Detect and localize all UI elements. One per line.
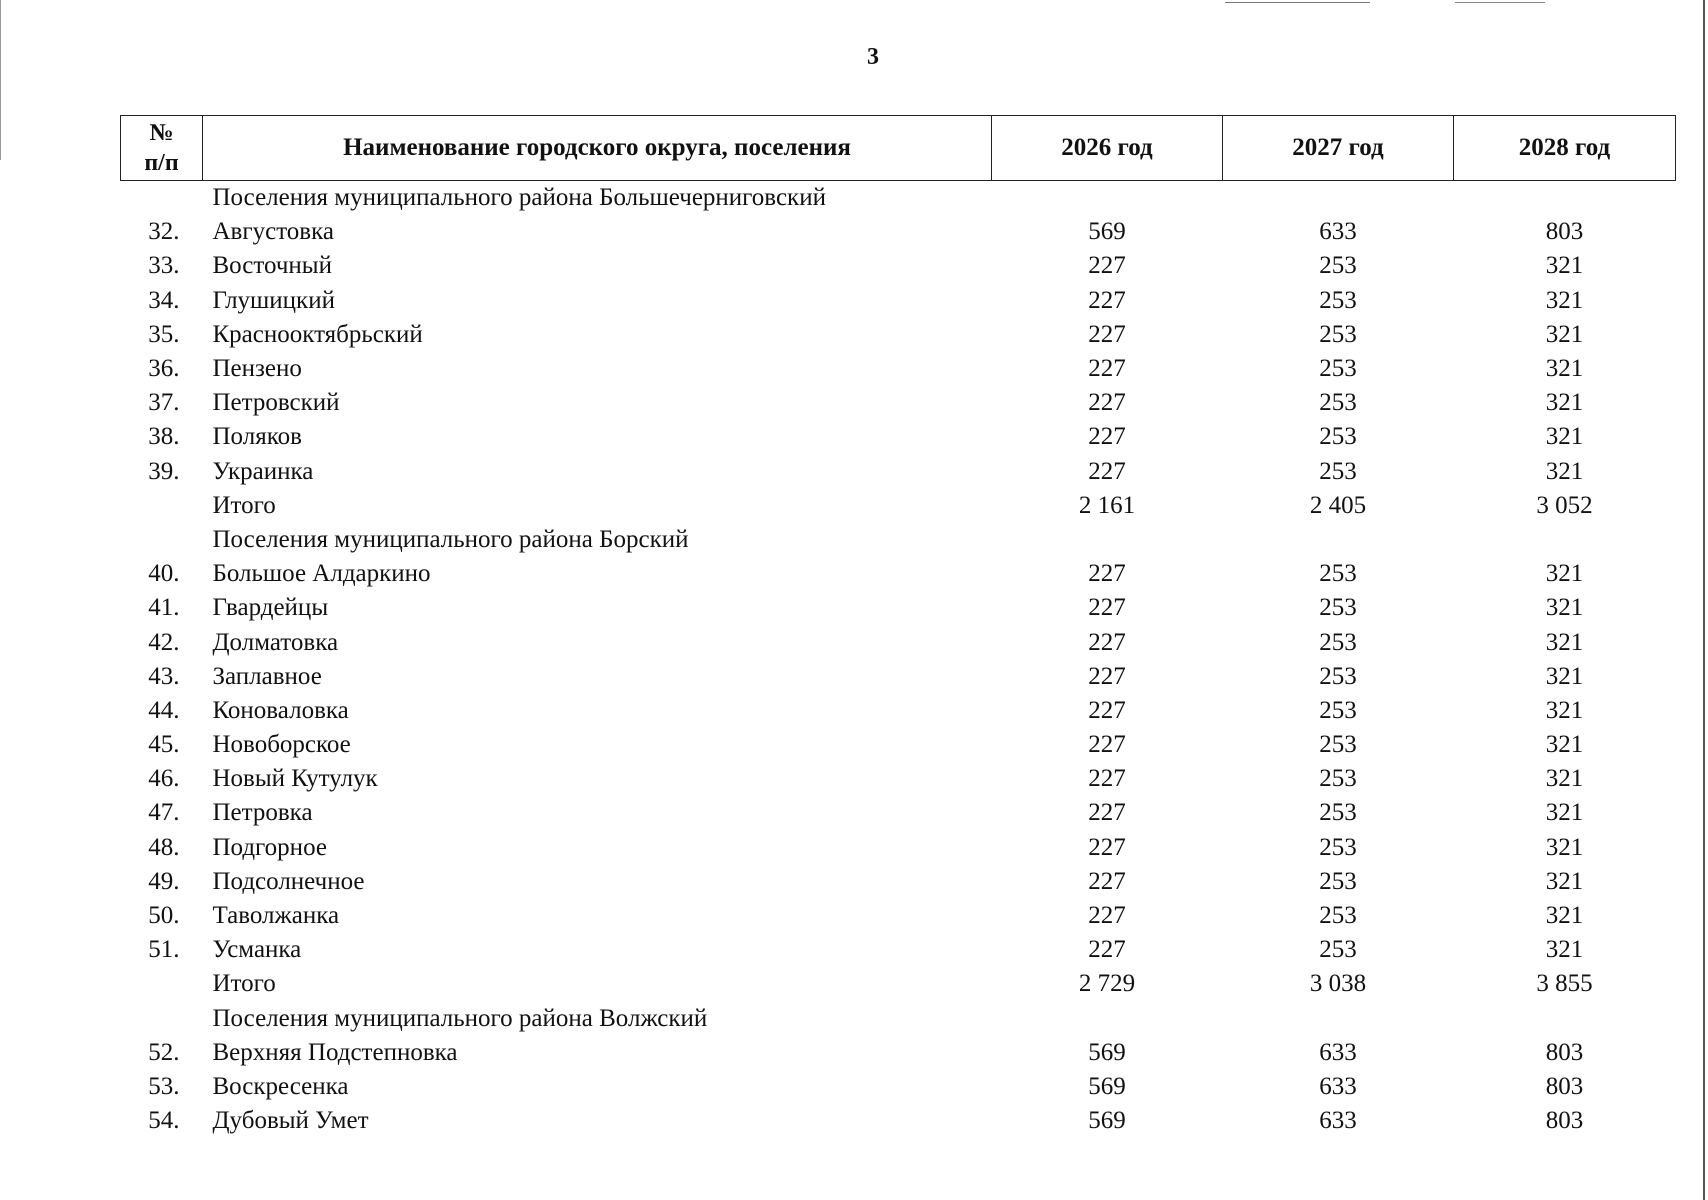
value-2026: 227 bbox=[1088, 628, 1126, 656]
table-row bbox=[121, 899, 1676, 933]
row-number: 47. bbox=[148, 799, 180, 827]
row-number: 36. bbox=[148, 355, 180, 383]
value-2028: 3 855 bbox=[1536, 970, 1593, 998]
group-heading-row bbox=[121, 181, 1676, 216]
value-2026: 227 bbox=[1088, 662, 1126, 690]
table-row bbox=[121, 591, 1676, 625]
settlement-name: Новый Кутулук bbox=[212, 765, 378, 793]
table-row bbox=[121, 796, 1676, 830]
group-heading-row bbox=[121, 1002, 1676, 1036]
total-label: Итого bbox=[212, 970, 276, 998]
table-row bbox=[121, 762, 1676, 796]
settlement-name: Верхняя Подстепновка bbox=[212, 1038, 458, 1066]
value-2026: 227 bbox=[1088, 560, 1126, 588]
row-number bbox=[121, 489, 203, 523]
row-number: 48. bbox=[148, 833, 180, 861]
value-2028: 321 bbox=[1545, 696, 1584, 724]
value-2027: 633 bbox=[1319, 218, 1357, 246]
table-row bbox=[121, 1070, 1676, 1104]
value-2027: 253 bbox=[1319, 594, 1357, 622]
value-2028: 321 bbox=[1545, 902, 1584, 930]
table-row bbox=[121, 420, 1676, 454]
value-2027: 253 bbox=[1319, 765, 1357, 793]
table-row bbox=[121, 1104, 1676, 1138]
table-row bbox=[121, 694, 1676, 728]
scan-edge-mark bbox=[0, 0, 1, 160]
page-number: 3 bbox=[867, 44, 879, 70]
value-2026: 227 bbox=[1088, 320, 1126, 348]
value-2027: 3 038 bbox=[1309, 970, 1367, 998]
scan-edge-mark bbox=[1225, 2, 1370, 3]
value-2028: 321 bbox=[1545, 628, 1584, 656]
table-row bbox=[121, 660, 1676, 694]
value-2027: 253 bbox=[1319, 833, 1357, 861]
value-2028: 321 bbox=[1545, 594, 1584, 622]
value-2028: 803 bbox=[1545, 1107, 1584, 1135]
row-number: 38. bbox=[148, 423, 180, 451]
settlement-name: Усманка bbox=[212, 936, 302, 964]
value-2028: 321 bbox=[1545, 560, 1584, 588]
table-row bbox=[121, 933, 1676, 967]
value-2027: 253 bbox=[1319, 560, 1357, 588]
value-2027: 633 bbox=[1319, 1072, 1357, 1100]
settlement-name: Подгорное bbox=[212, 833, 327, 861]
settlement-name: Пензено bbox=[212, 355, 302, 383]
scan-edge-mark bbox=[1455, 2, 1545, 3]
row-number: 41. bbox=[148, 594, 180, 622]
table-row bbox=[121, 284, 1676, 318]
value-2027: 253 bbox=[1319, 286, 1357, 314]
value-2027: 253 bbox=[1319, 457, 1357, 485]
table-header bbox=[121, 116, 1676, 181]
value-2026: 227 bbox=[1088, 902, 1126, 930]
row-number bbox=[121, 1002, 203, 1036]
value-2026: 569 bbox=[1088, 218, 1126, 246]
settlement-name: Новоборское bbox=[212, 731, 351, 759]
value-2028: 321 bbox=[1545, 799, 1584, 827]
value-2026: 569 bbox=[1088, 1072, 1126, 1100]
value-2026: 227 bbox=[1088, 252, 1126, 280]
group-heading-row bbox=[121, 523, 1676, 557]
settlement-name: Петровка bbox=[212, 799, 313, 827]
row-number: 44. bbox=[148, 696, 180, 724]
value-2028: 321 bbox=[1545, 765, 1584, 793]
settlement-name: Августовка bbox=[212, 218, 334, 246]
value-2027: 253 bbox=[1319, 696, 1357, 724]
value-2026: 227 bbox=[1088, 594, 1126, 622]
total-label: Итого bbox=[212, 491, 276, 519]
row-number: 39. bbox=[148, 457, 180, 485]
column-header-2026: 2026 год bbox=[992, 116, 1223, 181]
row-number: 33. bbox=[148, 252, 180, 280]
value-2027: 253 bbox=[1319, 252, 1357, 280]
value-2026: 227 bbox=[1088, 457, 1126, 485]
column-header-name: Наименование городского округа, поселения bbox=[203, 116, 992, 181]
value-2028: 321 bbox=[1545, 355, 1584, 383]
value-2026: 227 bbox=[1088, 765, 1126, 793]
value-2027: 253 bbox=[1319, 867, 1357, 895]
table-body bbox=[121, 181, 1676, 1139]
value-2027: 633 bbox=[1319, 1038, 1357, 1066]
value-2028: 321 bbox=[1545, 252, 1584, 280]
value-2026: 227 bbox=[1088, 867, 1126, 895]
settlement-name: Таволжанка bbox=[212, 902, 340, 930]
row-number: 40. bbox=[148, 560, 180, 588]
value-2027: 253 bbox=[1319, 355, 1357, 383]
settlement-name: Подсолнечное bbox=[212, 867, 365, 895]
value-2026: 227 bbox=[1088, 696, 1126, 724]
settlement-name: Большое Алдаркино bbox=[212, 560, 431, 588]
value-2026: 227 bbox=[1088, 833, 1126, 861]
scan-edge-mark bbox=[1703, 0, 1705, 1200]
column-header-number-symbol: № bbox=[149, 120, 174, 146]
row-number: 42. bbox=[148, 628, 180, 656]
value-2028: 321 bbox=[1545, 423, 1584, 451]
value-2027: 253 bbox=[1319, 902, 1357, 930]
row-number bbox=[121, 181, 203, 216]
value-2026: 227 bbox=[1088, 799, 1126, 827]
row-number: 43. bbox=[148, 662, 180, 690]
value-2027: 253 bbox=[1319, 423, 1357, 451]
settlement-name: Воскресенка bbox=[212, 1072, 349, 1100]
value-2027: 253 bbox=[1319, 662, 1357, 690]
group-heading: Поселения муниципального района Большечерниговский bbox=[212, 184, 826, 212]
settlement-name: Долматовка bbox=[212, 628, 339, 656]
table-row bbox=[121, 831, 1676, 865]
row-number: 51. bbox=[148, 936, 180, 964]
value-2028: 321 bbox=[1545, 731, 1584, 759]
value-2026: 569 bbox=[1088, 1107, 1126, 1135]
table-row bbox=[121, 352, 1676, 386]
total-row bbox=[121, 489, 1676, 523]
value-2028: 803 bbox=[1545, 218, 1584, 246]
table-row bbox=[121, 215, 1676, 249]
value-2026: 227 bbox=[1088, 286, 1126, 314]
row-number: 32. bbox=[148, 218, 180, 246]
value-2026: 227 bbox=[1088, 389, 1126, 417]
value-2026: 2 161 bbox=[1078, 491, 1136, 519]
total-row bbox=[121, 967, 1676, 1001]
row-number bbox=[121, 523, 203, 557]
value-2026: 227 bbox=[1088, 423, 1126, 451]
value-2026: 2 729 bbox=[1078, 970, 1136, 998]
group-heading: Поселения муниципального района Волжский bbox=[212, 1004, 708, 1032]
table-row bbox=[121, 625, 1676, 659]
row-number: 54. bbox=[148, 1107, 180, 1135]
value-2028: 321 bbox=[1545, 662, 1584, 690]
value-2028: 803 bbox=[1545, 1072, 1584, 1100]
column-header-2028: 2028 год bbox=[1454, 116, 1676, 181]
column-header-2027: 2027 год bbox=[1223, 116, 1454, 181]
table-row bbox=[121, 728, 1676, 762]
value-2027: 633 bbox=[1319, 1107, 1357, 1135]
value-2028: 3 052 bbox=[1536, 491, 1593, 519]
value-2027: 253 bbox=[1319, 799, 1357, 827]
value-2028: 321 bbox=[1545, 457, 1584, 485]
settlement-name: Коноваловка bbox=[212, 696, 349, 724]
column-header-number-abbr: п/п bbox=[144, 150, 179, 176]
row-number: 34. bbox=[148, 286, 180, 314]
value-2026: 227 bbox=[1088, 731, 1126, 759]
value-2026: 227 bbox=[1088, 936, 1126, 964]
table-row bbox=[121, 1036, 1676, 1070]
value-2027: 2 405 bbox=[1309, 491, 1367, 519]
row-number: 50. bbox=[148, 902, 180, 930]
row-number: 45. bbox=[148, 731, 180, 759]
settlement-name: Петровский bbox=[212, 389, 340, 417]
row-number bbox=[121, 967, 203, 1001]
settlement-name: Дубовый Умет bbox=[212, 1107, 369, 1135]
table-row bbox=[121, 318, 1676, 352]
row-number: 37. bbox=[148, 389, 180, 417]
settlement-name: Поляков bbox=[212, 423, 302, 451]
row-number: 49. bbox=[148, 867, 180, 895]
table-row bbox=[121, 865, 1676, 899]
settlement-name: Глушицкий bbox=[212, 286, 335, 314]
value-2027: 253 bbox=[1319, 936, 1357, 964]
value-2027: 253 bbox=[1319, 731, 1357, 759]
column-header-number bbox=[121, 116, 203, 181]
row-number: 46. bbox=[148, 765, 180, 793]
settlement-name: Заплавное bbox=[212, 662, 322, 690]
row-number: 35. bbox=[148, 320, 180, 348]
value-2027: 253 bbox=[1319, 389, 1357, 417]
table-row bbox=[121, 557, 1676, 591]
allocation-table bbox=[120, 115, 1676, 1138]
value-2028: 321 bbox=[1545, 867, 1584, 895]
settlement-name: Краснооктябрьский bbox=[212, 320, 423, 348]
table-row bbox=[121, 455, 1676, 489]
table-row bbox=[121, 249, 1676, 283]
group-heading: Поселения муниципального района Борский bbox=[212, 525, 689, 553]
value-2028: 321 bbox=[1545, 320, 1584, 348]
value-2027: 253 bbox=[1319, 320, 1357, 348]
row-number: 52. bbox=[148, 1038, 180, 1066]
value-2028: 321 bbox=[1545, 833, 1584, 861]
settlement-name: Восточный bbox=[212, 252, 332, 280]
value-2028: 803 bbox=[1545, 1038, 1584, 1066]
settlement-name: Украинка bbox=[212, 457, 314, 485]
value-2026: 227 bbox=[1088, 355, 1126, 383]
value-2027: 253 bbox=[1319, 628, 1357, 656]
table-row bbox=[121, 386, 1676, 420]
settlement-name: Гвардейцы bbox=[212, 594, 329, 622]
value-2026: 569 bbox=[1088, 1038, 1126, 1066]
row-number: 53. bbox=[148, 1072, 180, 1100]
value-2028: 321 bbox=[1545, 936, 1584, 964]
value-2028: 321 bbox=[1545, 286, 1584, 314]
value-2028: 321 bbox=[1545, 389, 1584, 417]
